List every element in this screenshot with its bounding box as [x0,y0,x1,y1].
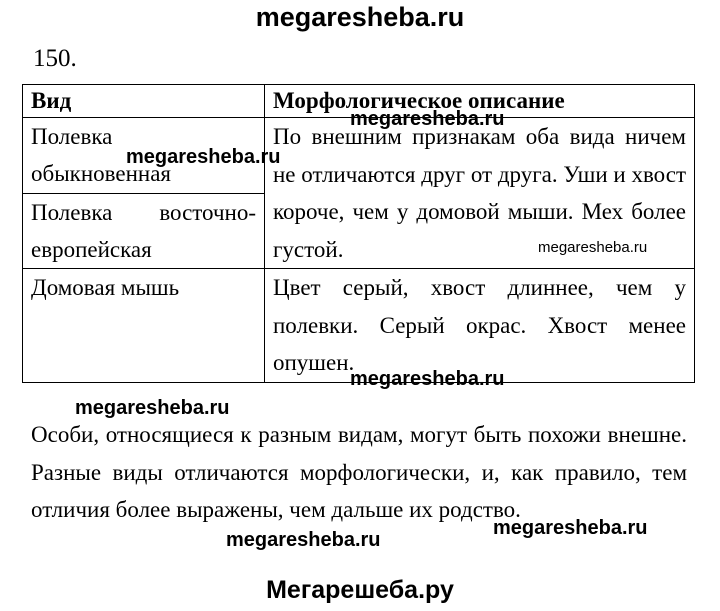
species-name-line: Домовая мышь [31,275,180,300]
watermark: megaresheba.ru [493,517,648,539]
species-cell [23,269,265,383]
watermark: megaresheba.ru [538,239,648,256]
conclusion-paragraph: Особи, относящиеся к разным видам, могут быть похожи внешне. Разные виды отличаются морфологически, и, как правило, тем отличия более выражены, чем дальше их родство. [31,422,687,522]
species-name-line: обыкновенная [31,161,171,186]
column-header-species: Вид [23,85,265,118]
task-number: 150. [33,45,77,72]
description-cell: Цвет серый, хвост длиннее, чем у полевки. Серый окрас. Хвост менее опушен. [265,269,695,383]
species-name-line: Полевка восточно- [31,199,256,225]
species-name-line: Полевка [31,124,113,149]
site-header: megaresheba.ru [255,2,465,32]
watermark: megaresheba.ru [126,146,281,168]
watermark: megaresheba.ru [350,368,505,390]
site-footer: Мегарешеба.ру [266,576,454,604]
species-name-line: европейская [31,236,152,262]
description-cell: По внешним признакам оба вида ничем не отличаются друг от друга. Уши и хвост короче, чем у домовой мыши. Мех более густой. [265,118,695,269]
species-cell [23,193,265,269]
table-row [23,269,695,383]
watermark: megaresheba.ru [226,529,381,551]
column-header-description: Морфологическое описание [265,85,695,118]
watermark: megaresheba.ru [350,108,505,130]
watermark: megaresheba.ru [75,397,230,419]
